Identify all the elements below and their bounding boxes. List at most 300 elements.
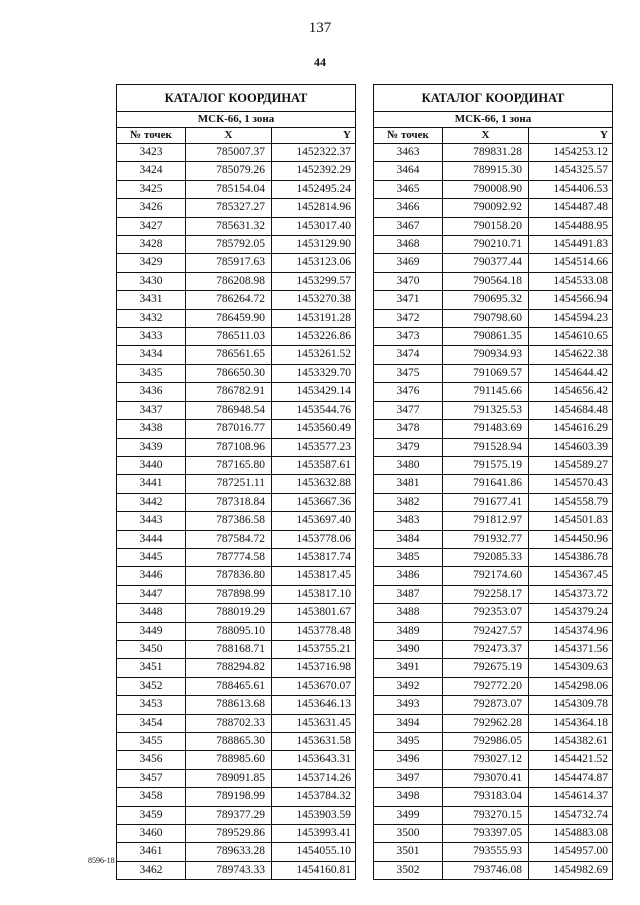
table-row xyxy=(374,328,613,346)
table-row xyxy=(374,291,613,309)
point-number-cell: 3424 xyxy=(117,162,186,180)
point-number-cell: 3427 xyxy=(117,217,186,235)
x-coordinate-cell: 787774.58 xyxy=(186,548,272,566)
table-row xyxy=(374,236,613,254)
y-coordinate-cell: 1454570.43 xyxy=(529,475,613,493)
point-number-cell: 3486 xyxy=(374,567,443,585)
table-row xyxy=(117,420,356,438)
y-coordinate-cell: 1454566.94 xyxy=(529,291,613,309)
table-row xyxy=(374,401,613,419)
point-number-cell: 3465 xyxy=(374,180,443,198)
table-row xyxy=(117,475,356,493)
x-coordinate-cell: 791483.69 xyxy=(443,420,529,438)
y-coordinate-cell: 1454379.24 xyxy=(529,604,613,622)
point-number-cell: 3437 xyxy=(117,401,186,419)
table-row xyxy=(374,309,613,327)
point-number-cell: 3502 xyxy=(374,861,443,879)
y-coordinate-cell: 1454644.42 xyxy=(529,364,613,382)
y-coordinate-cell: 1452495.24 xyxy=(272,180,356,198)
y-coordinate-cell: 1453817.74 xyxy=(272,548,356,566)
table-row xyxy=(117,162,356,180)
x-coordinate-cell: 787898.99 xyxy=(186,585,272,603)
x-coordinate-cell: 792675.19 xyxy=(443,659,529,677)
y-coordinate-cell: 1453226.86 xyxy=(272,328,356,346)
table-row xyxy=(374,769,613,787)
point-number-cell: 3461 xyxy=(117,843,186,861)
y-coordinate-cell: 1453631.58 xyxy=(272,733,356,751)
point-number-cell: 3494 xyxy=(374,714,443,732)
point-number-cell: 3466 xyxy=(374,199,443,217)
point-number-cell: 3442 xyxy=(117,493,186,511)
point-number-cell: 3493 xyxy=(374,696,443,714)
point-number-cell: 3488 xyxy=(374,604,443,622)
x-coordinate-cell: 791069.57 xyxy=(443,364,529,382)
point-number-cell: 3436 xyxy=(117,383,186,401)
coordinate-system-label: МСК-66, 1 зона xyxy=(117,112,356,128)
table-row xyxy=(374,530,613,548)
point-number-cell: 3452 xyxy=(117,677,186,695)
point-number-cell: 3435 xyxy=(117,364,186,382)
x-coordinate-cell: 792962.28 xyxy=(443,714,529,732)
x-coordinate-cell: 792873.07 xyxy=(443,696,529,714)
x-coordinate-cell: 789915.30 xyxy=(443,162,529,180)
x-coordinate-cell: 790861.35 xyxy=(443,328,529,346)
table-row xyxy=(117,604,356,622)
x-coordinate-cell: 790008.90 xyxy=(443,180,529,198)
x-coordinate-cell: 788465.61 xyxy=(186,677,272,695)
y-coordinate-cell: 1454382.61 xyxy=(529,733,613,751)
x-coordinate-cell: 787016.77 xyxy=(186,420,272,438)
table-row xyxy=(374,640,613,658)
y-coordinate-cell: 1453903.59 xyxy=(272,806,356,824)
point-number-cell: 3481 xyxy=(374,475,443,493)
table-row xyxy=(117,677,356,695)
x-coordinate-cell: 785007.37 xyxy=(186,144,272,162)
x-coordinate-cell: 785917.63 xyxy=(186,254,272,272)
x-coordinate-cell: 787836.80 xyxy=(186,567,272,585)
table-row xyxy=(374,383,613,401)
point-number-cell: 3456 xyxy=(117,751,186,769)
x-coordinate-cell: 790564.18 xyxy=(443,272,529,290)
x-coordinate-cell: 792085.33 xyxy=(443,548,529,566)
page-number: 137 xyxy=(308,20,332,36)
x-coordinate-cell: 785631.32 xyxy=(186,217,272,235)
point-number-cell: 3501 xyxy=(374,843,443,861)
x-coordinate-cell: 788168.71 xyxy=(186,640,272,658)
point-number-cell: 3469 xyxy=(374,254,443,272)
x-coordinate-cell: 785327.27 xyxy=(186,199,272,217)
table-row xyxy=(117,622,356,640)
y-coordinate-cell: 1454386.78 xyxy=(529,548,613,566)
x-coordinate-cell: 787318.84 xyxy=(186,493,272,511)
point-number-cell: 3474 xyxy=(374,346,443,364)
x-coordinate-cell: 786459.90 xyxy=(186,309,272,327)
point-number-cell: 3448 xyxy=(117,604,186,622)
y-coordinate-cell: 1453329.70 xyxy=(272,364,356,382)
y-coordinate-cell: 1454982.69 xyxy=(529,861,613,879)
point-number-cell: 3471 xyxy=(374,291,443,309)
y-coordinate-cell: 1454298.06 xyxy=(529,677,613,695)
table-row xyxy=(374,438,613,456)
point-number-cell: 3450 xyxy=(117,640,186,658)
x-coordinate-cell: 793397.05 xyxy=(443,825,529,843)
y-coordinate-cell: 1452322.37 xyxy=(272,144,356,162)
y-coordinate-cell: 1454371.56 xyxy=(529,640,613,658)
table-row xyxy=(374,567,613,585)
x-coordinate-cell: 792174.60 xyxy=(443,567,529,585)
point-number-cell: 3431 xyxy=(117,291,186,309)
table-row xyxy=(374,788,613,806)
y-coordinate-cell: 1454374.96 xyxy=(529,622,613,640)
point-number-cell: 3476 xyxy=(374,383,443,401)
point-number-cell: 3441 xyxy=(117,475,186,493)
y-coordinate-cell: 1453123.06 xyxy=(272,254,356,272)
table-row xyxy=(117,861,356,879)
catalog-body xyxy=(117,144,356,880)
y-coordinate-cell: 1454622.38 xyxy=(529,346,613,364)
point-number-cell: 3484 xyxy=(374,530,443,548)
x-coordinate-cell: 788019.29 xyxy=(186,604,272,622)
point-number-cell: 3500 xyxy=(374,825,443,843)
table-row xyxy=(117,217,356,235)
table-row xyxy=(117,806,356,824)
table-row xyxy=(117,364,356,382)
table-row xyxy=(117,567,356,585)
table-row xyxy=(117,328,356,346)
table-row xyxy=(374,364,613,382)
table-row xyxy=(374,604,613,622)
table-row xyxy=(117,733,356,751)
table-row xyxy=(374,696,613,714)
y-coordinate-cell: 1454491.83 xyxy=(529,236,613,254)
point-number-cell: 3451 xyxy=(117,659,186,677)
y-coordinate-cell: 1453270.38 xyxy=(272,291,356,309)
point-number-cell: 3479 xyxy=(374,438,443,456)
y-coordinate-cell: 1453632.88 xyxy=(272,475,356,493)
x-coordinate-cell: 793270.15 xyxy=(443,806,529,824)
x-coordinate-cell: 788613.68 xyxy=(186,696,272,714)
y-coordinate-cell: 1453755.21 xyxy=(272,640,356,658)
x-coordinate-cell: 791812.97 xyxy=(443,512,529,530)
y-coordinate-cell: 1453429.14 xyxy=(272,383,356,401)
point-number-cell: 3453 xyxy=(117,696,186,714)
x-coordinate-cell: 786264.72 xyxy=(186,291,272,309)
table-row xyxy=(374,199,613,217)
point-number-cell: 3454 xyxy=(117,714,186,732)
table-row xyxy=(117,493,356,511)
y-coordinate-cell: 1454610.65 xyxy=(529,328,613,346)
y-coordinate-cell: 1453261.52 xyxy=(272,346,356,364)
y-coordinate-cell: 1454309.78 xyxy=(529,696,613,714)
x-coordinate-cell: 788865.30 xyxy=(186,733,272,751)
x-coordinate-cell: 789831.28 xyxy=(443,144,529,162)
y-coordinate-cell: 1454614.37 xyxy=(529,788,613,806)
coordinate-catalog-table xyxy=(373,84,613,880)
x-coordinate-cell: 791677.41 xyxy=(443,493,529,511)
point-number-cell: 3472 xyxy=(374,309,443,327)
point-number-cell: 3455 xyxy=(117,733,186,751)
x-coordinate-cell: 785154.04 xyxy=(186,180,272,198)
point-number-cell: 3445 xyxy=(117,548,186,566)
x-coordinate-cell: 789529.86 xyxy=(186,825,272,843)
x-coordinate-cell: 791325.53 xyxy=(443,401,529,419)
point-number-cell: 3447 xyxy=(117,585,186,603)
y-coordinate-cell: 1453544.76 xyxy=(272,401,356,419)
table-row xyxy=(117,456,356,474)
catalog-body xyxy=(374,144,613,880)
y-coordinate-cell: 1454883.08 xyxy=(529,825,613,843)
x-coordinate-cell: 793070.41 xyxy=(443,769,529,787)
table-row xyxy=(374,456,613,474)
point-number-cell: 3428 xyxy=(117,236,186,254)
x-coordinate-cell: 785079.26 xyxy=(186,162,272,180)
x-coordinate-cell: 786511.03 xyxy=(186,328,272,346)
table-row xyxy=(374,585,613,603)
table-row xyxy=(374,144,613,162)
point-number-cell: 3482 xyxy=(374,493,443,511)
point-number-cell: 3487 xyxy=(374,585,443,603)
point-number-cell: 3439 xyxy=(117,438,186,456)
y-coordinate-cell: 1453129.90 xyxy=(272,236,356,254)
table-row xyxy=(374,548,613,566)
x-coordinate-cell: 789633.28 xyxy=(186,843,272,861)
x-coordinate-cell: 793183.04 xyxy=(443,788,529,806)
y-coordinate-cell: 1452392.29 xyxy=(272,162,356,180)
y-coordinate-cell: 1453817.10 xyxy=(272,585,356,603)
y-coordinate-cell: 1453577.23 xyxy=(272,438,356,456)
coordinate-system-label: МСК-66, 1 зона xyxy=(374,112,613,128)
table-row xyxy=(117,585,356,603)
y-coordinate-cell: 1453714.26 xyxy=(272,769,356,787)
x-coordinate-cell: 790210.71 xyxy=(443,236,529,254)
y-coordinate-cell: 1454487.48 xyxy=(529,199,613,217)
x-coordinate-cell: 792427.57 xyxy=(443,622,529,640)
y-coordinate-cell: 1453784.32 xyxy=(272,788,356,806)
table-row xyxy=(374,806,613,824)
y-coordinate-cell: 1453646.13 xyxy=(272,696,356,714)
x-coordinate-cell: 793555.93 xyxy=(443,843,529,861)
point-number-cell: 3497 xyxy=(374,769,443,787)
y-coordinate-cell: 1452814.96 xyxy=(272,199,356,217)
table-row xyxy=(117,696,356,714)
y-coordinate-cell: 1453993.41 xyxy=(272,825,356,843)
table-row xyxy=(374,272,613,290)
y-coordinate-cell: 1454253.12 xyxy=(529,144,613,162)
y-coordinate-cell: 1453778.06 xyxy=(272,530,356,548)
table-row xyxy=(374,659,613,677)
x-coordinate-cell: 792473.37 xyxy=(443,640,529,658)
x-coordinate-cell: 791575.19 xyxy=(443,456,529,474)
table-row xyxy=(374,512,613,530)
y-coordinate-cell: 1454421.52 xyxy=(529,751,613,769)
x-coordinate-cell: 791641.86 xyxy=(443,475,529,493)
y-coordinate-cell: 1454325.57 xyxy=(529,162,613,180)
table-row xyxy=(117,144,356,162)
x-coordinate-cell: 789198.99 xyxy=(186,788,272,806)
table-row xyxy=(374,677,613,695)
x-coordinate-cell: 790377.44 xyxy=(443,254,529,272)
point-number-cell: 3464 xyxy=(374,162,443,180)
table-row xyxy=(117,438,356,456)
table-row xyxy=(117,769,356,787)
y-coordinate-cell: 1454603.39 xyxy=(529,438,613,456)
sheet-number: 44 xyxy=(314,55,326,69)
point-number-cell: 3468 xyxy=(374,236,443,254)
point-number-cell: 3491 xyxy=(374,659,443,677)
x-coordinate-cell: 787108.96 xyxy=(186,438,272,456)
table-row xyxy=(374,714,613,732)
table-row xyxy=(117,236,356,254)
point-number-cell: 3457 xyxy=(117,769,186,787)
table-row xyxy=(117,180,356,198)
x-coordinate-cell: 791528.94 xyxy=(443,438,529,456)
y-coordinate-cell: 1454474.87 xyxy=(529,769,613,787)
y-coordinate-cell: 1454616.29 xyxy=(529,420,613,438)
table-row xyxy=(117,346,356,364)
point-number-cell: 3470 xyxy=(374,272,443,290)
point-number-cell: 3492 xyxy=(374,677,443,695)
y-coordinate-cell: 1453560.49 xyxy=(272,420,356,438)
table-row xyxy=(374,825,613,843)
x-coordinate-cell: 793746.08 xyxy=(443,861,529,879)
y-coordinate-cell: 1453670.07 xyxy=(272,677,356,695)
y-coordinate-cell: 1454160.81 xyxy=(272,861,356,879)
point-number-cell: 3467 xyxy=(374,217,443,235)
x-coordinate-cell: 789377.29 xyxy=(186,806,272,824)
y-coordinate-cell: 1454957.00 xyxy=(529,843,613,861)
x-coordinate-cell: 790695.32 xyxy=(443,291,529,309)
x-coordinate-cell: 789743.33 xyxy=(186,861,272,879)
y-coordinate-cell: 1453817.45 xyxy=(272,567,356,585)
column-header-point-number: № точек xyxy=(374,128,443,144)
point-number-cell: 3446 xyxy=(117,567,186,585)
point-number-cell: 3426 xyxy=(117,199,186,217)
x-coordinate-cell: 788985.60 xyxy=(186,751,272,769)
y-coordinate-cell: 1454594.23 xyxy=(529,309,613,327)
point-number-cell: 3434 xyxy=(117,346,186,364)
x-coordinate-cell: 786948.54 xyxy=(186,401,272,419)
table-row xyxy=(117,548,356,566)
y-coordinate-cell: 1454450.96 xyxy=(529,530,613,548)
table-row xyxy=(117,843,356,861)
table-row xyxy=(117,640,356,658)
x-coordinate-cell: 787584.72 xyxy=(186,530,272,548)
table-row xyxy=(374,733,613,751)
column-header-y: Y xyxy=(272,128,356,144)
point-number-cell: 3433 xyxy=(117,328,186,346)
point-number-cell: 3425 xyxy=(117,180,186,198)
table-row xyxy=(374,420,613,438)
x-coordinate-cell: 786650.30 xyxy=(186,364,272,382)
y-coordinate-cell: 1454367.45 xyxy=(529,567,613,585)
table-row xyxy=(117,291,356,309)
x-coordinate-cell: 790092.92 xyxy=(443,199,529,217)
x-coordinate-cell: 787165.80 xyxy=(186,456,272,474)
table-row xyxy=(117,751,356,769)
y-coordinate-cell: 1454732.74 xyxy=(529,806,613,824)
y-coordinate-cell: 1454501.83 xyxy=(529,512,613,530)
coordinate-catalog-table xyxy=(116,84,356,880)
table-row xyxy=(374,180,613,198)
column-header-x: X xyxy=(186,128,272,144)
x-coordinate-cell: 787386.58 xyxy=(186,512,272,530)
x-coordinate-cell: 792986.05 xyxy=(443,733,529,751)
table-row xyxy=(374,751,613,769)
point-number-cell: 3459 xyxy=(117,806,186,824)
x-coordinate-cell: 790158.20 xyxy=(443,217,529,235)
table-row xyxy=(374,861,613,879)
table-row xyxy=(374,162,613,180)
y-coordinate-cell: 1453778.48 xyxy=(272,622,356,640)
y-coordinate-cell: 1454533.08 xyxy=(529,272,613,290)
point-number-cell: 3449 xyxy=(117,622,186,640)
y-coordinate-cell: 1454373.72 xyxy=(529,585,613,603)
y-coordinate-cell: 1454656.42 xyxy=(529,383,613,401)
y-coordinate-cell: 1454406.53 xyxy=(529,180,613,198)
y-coordinate-cell: 1454364.18 xyxy=(529,714,613,732)
point-number-cell: 3477 xyxy=(374,401,443,419)
y-coordinate-cell: 1454055.10 xyxy=(272,843,356,861)
point-number-cell: 3485 xyxy=(374,548,443,566)
x-coordinate-cell: 785792.05 xyxy=(186,236,272,254)
point-number-cell: 3443 xyxy=(117,512,186,530)
point-number-cell: 3440 xyxy=(117,456,186,474)
table-row xyxy=(117,512,356,530)
x-coordinate-cell: 789091.85 xyxy=(186,769,272,787)
point-number-cell: 3462 xyxy=(117,861,186,879)
table-row xyxy=(117,530,356,548)
y-coordinate-cell: 1454309.63 xyxy=(529,659,613,677)
y-coordinate-cell: 1454589.27 xyxy=(529,456,613,474)
x-coordinate-cell: 786782.91 xyxy=(186,383,272,401)
table-row xyxy=(117,199,356,217)
x-coordinate-cell: 791932.77 xyxy=(443,530,529,548)
point-number-cell: 3499 xyxy=(374,806,443,824)
y-coordinate-cell: 1453667.36 xyxy=(272,493,356,511)
point-number-cell: 3490 xyxy=(374,640,443,658)
column-header-point-number: № точек xyxy=(117,128,186,144)
point-number-cell: 3489 xyxy=(374,622,443,640)
table-row xyxy=(374,217,613,235)
table-row xyxy=(374,254,613,272)
x-coordinate-cell: 786561.65 xyxy=(186,346,272,364)
y-coordinate-cell: 1454684.48 xyxy=(529,401,613,419)
y-coordinate-cell: 1453587.61 xyxy=(272,456,356,474)
point-number-cell: 3498 xyxy=(374,788,443,806)
table-row xyxy=(374,346,613,364)
document-code: 8596-18 xyxy=(88,856,115,865)
x-coordinate-cell: 786208.98 xyxy=(186,272,272,290)
table-row xyxy=(117,714,356,732)
point-number-cell: 3480 xyxy=(374,456,443,474)
x-coordinate-cell: 792258.17 xyxy=(443,585,529,603)
table-row xyxy=(117,401,356,419)
point-number-cell: 3444 xyxy=(117,530,186,548)
y-coordinate-cell: 1453697.40 xyxy=(272,512,356,530)
table-row xyxy=(374,622,613,640)
table-row xyxy=(117,383,356,401)
y-coordinate-cell: 1453191.28 xyxy=(272,309,356,327)
table-row xyxy=(117,309,356,327)
column-header-x: X xyxy=(443,128,529,144)
y-coordinate-cell: 1453017.40 xyxy=(272,217,356,235)
y-coordinate-cell: 1453299.57 xyxy=(272,272,356,290)
point-number-cell: 3432 xyxy=(117,309,186,327)
point-number-cell: 3473 xyxy=(374,328,443,346)
y-coordinate-cell: 1453716.98 xyxy=(272,659,356,677)
table-row xyxy=(117,659,356,677)
table-row xyxy=(117,825,356,843)
